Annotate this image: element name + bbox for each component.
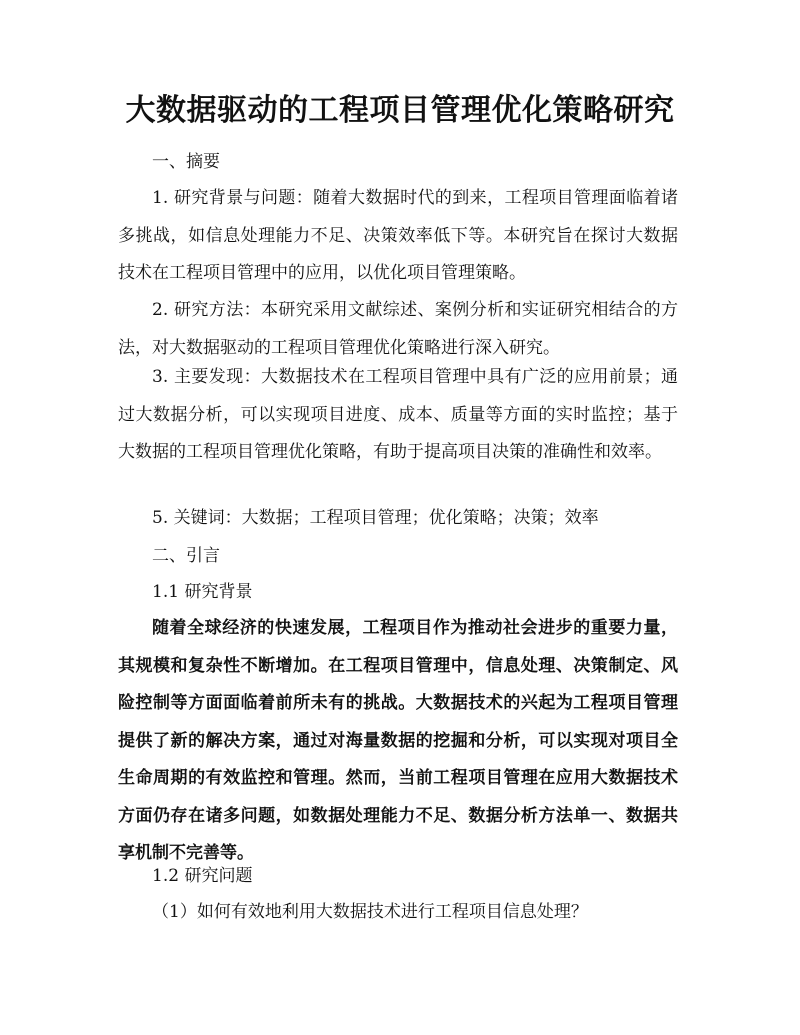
document-title: 大数据驱动的工程项目管理优化策略研究 [125,93,675,128]
abstract-heading: 一、摘要 [152,152,220,172]
intro-heading: 二、引言 [152,546,220,566]
section-1-2-heading: 1.2 研究问题 [152,866,253,886]
section-1-1-body: 随着全球经济的快速发展，工程项目作为推动社会进步的重要力量，其规模和复杂性不断增加。在工程项目管理中，信息处理、决策制定、风险控制等方面面临着前所未有的挑战。大数据技术的兴起为工程项目管理提供了新的解决方案，通过对海量数据的挖掘和分析，可以实现对项目全生命周期的有效监控和管理。然而，当前工程项目管理在应用大数据技术方面仍存在诸多问题，如数据处理能力不足、数据分析方法单一、数据共享机制不完善等。 [118,618,678,863]
abstract-paragraph-2: 2. 研究方法：本研究采用文献综述、案例分析和实证研究相结合的方法，对大数据驱动的工程项目管理优化策略进行深入研究。 [118,300,678,358]
abstract-paragraph-3: 3. 主要发现：大数据技术在工程项目管理中具有广泛的应用前景；通过大数据分析，可以实现项目进度、成本、质量等方面的实时监控；基于大数据的工程项目管理优化策略，有助于提高项目决策的准确性和效率。 [118,367,678,462]
section-1-1-heading: 1.1 研究背景 [152,582,253,602]
abstract-paragraph-1: 1. 研究背景与问题：随着大数据时代的到来，工程项目管理面临着诸多挑战，如信息处理能力不足、决策效率低下等。本研究旨在探讨大数据技术在工程项目管理中的应用，以优化项目管理策略。 [118,188,678,283]
question-1: （1）如何有效地利用大数据技术进行工程项目信息处理？ [152,902,588,922]
keywords-paragraph: 5. 关键词：大数据；工程项目管理；优化策略；决策；效率 [152,508,599,528]
